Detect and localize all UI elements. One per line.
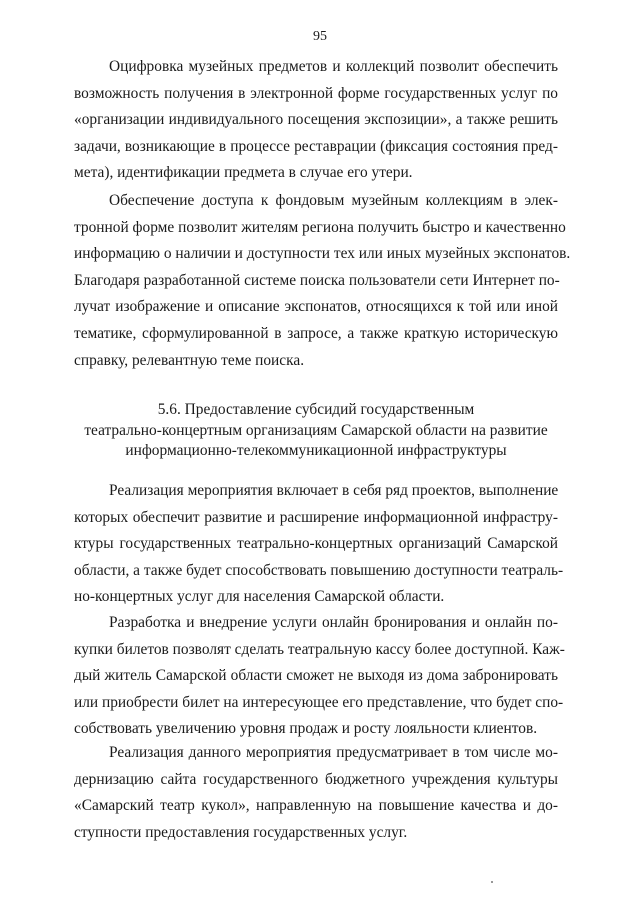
paragraph-projects <box>74 478 564 611</box>
section-heading-line: 5.6. Предоставление субсидий государственным <box>157 401 475 418</box>
paragraph-line: «Самарский театр кукол», направленную на повышение качества и до- <box>74 797 558 815</box>
paragraph-line: Разработка и внедрение услуги онлайн бронирования и онлайн по- <box>109 614 558 631</box>
section-heading-line: театрально-концертным организациям Самарской области на развитие <box>84 421 548 439</box>
paragraph-collections-access <box>74 188 571 374</box>
paragraph-line: «организации индивидуального посещения экспозиции», а также решить <box>74 111 558 129</box>
paragraph-line: тематике, сформулированной в запросе, а также краткую историческую <box>74 324 558 342</box>
paragraph-line: Реализация данного мероприятия предусматривает в том числе мо- <box>109 744 558 761</box>
paragraph-line: мета), идентификации предмета в случае его утери. <box>74 164 413 182</box>
paragraph-line: возможность получения в электронной форме государственных услуг по <box>74 84 558 102</box>
paragraph-line: области, а также будет способствовать повышению доступности театраль- <box>74 561 564 579</box>
section-heading-line: информационно-телекоммуникационной инфраструктуры <box>125 442 507 459</box>
paragraph-line: или приобрести билет на интересующее его представление, что будет спо- <box>74 693 564 711</box>
paragraph-line: информацию о наличии и доступности тех или иных музейных экспонатов. <box>74 245 571 263</box>
paragraph-line: задачи, возникающие в процессе реставрации (фиксация состояния пред- <box>74 137 558 155</box>
paragraph-line: Оцифровка музейных предметов и коллекций позволит обеспечить <box>109 58 558 75</box>
paragraph-line: купки билетов позволят сделать театральную кассу более доступной. Каж- <box>74 640 565 658</box>
paragraph-digitization <box>74 54 558 187</box>
paragraph-site-modernization <box>74 740 558 846</box>
paragraph-line: собствовать увеличению уровня продаж и росту лояльности клиентов. <box>74 720 538 738</box>
page-number: 95 <box>313 29 327 44</box>
paragraph-line: тронной форме позволит жителям региона получить быстро и качественно <box>74 218 566 236</box>
paragraph-line: Благодаря разработанной системе поиска пользователи сети Интернет по- <box>74 271 560 289</box>
paragraph-line: дернизацию сайта государственного бюджетного учреждения культуры <box>74 770 558 788</box>
paragraph-line: справку, релевантную теме поиска. <box>74 351 305 369</box>
section-heading <box>74 400 558 462</box>
paragraph-line: лучат изображение и описание экспонатов, относящихся к той или иной <box>74 298 558 316</box>
scan-speck <box>491 881 493 883</box>
paragraph-line: дый житель Самарской области сможет не выходя из дома забронировать <box>74 667 558 685</box>
paragraph-line: но-концертных услуг для населения Самарской области. <box>74 588 445 606</box>
paragraph-line: ктуры государственных театрально-концертных организаций Самарской <box>74 535 558 553</box>
paragraph-line: Обеспечение доступа к фондовым музейным коллекциям в элек- <box>109 192 558 209</box>
paragraph-line: Реализация мероприятия включает в себя ряд проектов, выполнение <box>109 482 559 499</box>
paragraph-line: которых обеспечит развитие и расширение информационной инфрастру- <box>74 508 558 526</box>
paragraph-line: ступности предоставления государственных услуг. <box>74 823 408 841</box>
paragraph-online-booking <box>74 610 565 743</box>
